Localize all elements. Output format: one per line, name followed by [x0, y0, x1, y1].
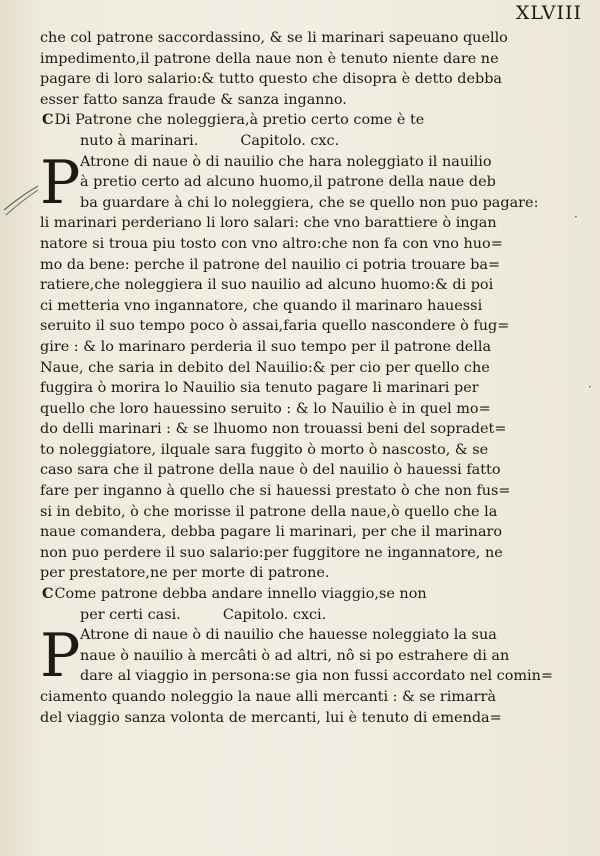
drop-cap: P	[40, 147, 81, 218]
text-line: ba guardare à chi lo noleggiera, che se quello non puo pagare:	[80, 194, 539, 211]
text-line: Atrone di naue ò di nauilio che hara noleggiato il nauilio	[80, 153, 492, 170]
text-line: naue comandera, debba pagare li marinari, per che il marinaro	[40, 524, 503, 541]
chapter-heading: CDi Patrone che noleggiera,à pretio certo come è te	[42, 111, 425, 129]
text-line: ciamento quando noleggio la naue alli mercanti : & se rimarrà	[40, 689, 496, 705]
text-line: quello che loro hauessino seruito : & lo Nauilio è in quel mo=	[40, 400, 491, 417]
text-line: che col patrone saccordassino, & se li marinari sapeuano quello	[40, 30, 508, 46]
text-line: ci metteria vno ingannatore, che quando il marinaro hauessi	[40, 297, 483, 314]
chapter-heading: per certi casi. Capitolo. cxci.	[80, 605, 560, 626]
chapter-heading: CCome patrone debba andare innello viaggio,se non	[42, 585, 427, 603]
text-line: mo da bene: perche il patrone del nauilio ci potria trouare ba=	[40, 256, 501, 273]
text-line: to noleggiatore, ilquale sara fuggito ò morto ò nascosto, & se	[40, 441, 489, 458]
text-line: caso sara che il patrone della naue ò del nauilio ò hauessi fatto	[40, 462, 501, 479]
text-line: esser fatto sanza fraude & sanza inganno.	[40, 91, 347, 108]
text-line: li marinari perderiano li loro salari: che vno barattiere ò ingan	[40, 215, 497, 232]
text-line: del viaggio sanza volonta de mercanti, lui è tenuto di emenda=	[40, 709, 502, 726]
text-line: dare al viaggio in persona:se gia non fussi accordato nel comin=	[80, 668, 553, 685]
text-line: seruito il suo tempo poco ò assai,faria quello nascondere ò fug=	[40, 318, 510, 335]
text-line: do delli marinari : & se lhuomo non trouassi beni del sopradet=	[40, 421, 507, 438]
chapter-heading: nuto à marinari. Capitolo. cxc.	[80, 131, 560, 152]
text-line: Atrone di naue ò di nauilio che hauesse noleggiato la sua	[80, 627, 497, 644]
text-line: si in debito, ò che morisse il patrone della naue,ò quello che la	[40, 503, 498, 520]
text-line: pagare di loro salario:& tutto questo che disopra è detto debba	[40, 71, 502, 88]
text-line: à pretio certo ad alcuno huomo,il patrone della naue deb	[80, 174, 496, 191]
text-line: ratiere,che noleggiera il suo nauilio ad alcuno huomo:& di poi	[40, 277, 494, 294]
drop-cap: P	[40, 621, 81, 692]
chapter-label: Capitolo. cxci.	[222, 606, 327, 623]
folio-number: XLVIII	[515, 2, 582, 24]
paragraph-mark-icon: C	[42, 585, 54, 603]
margin-dot: ·	[588, 380, 592, 394]
text-line: impedimento,il patrone della naue non è tenuto niente dare ne	[40, 50, 499, 67]
text-line: non puo perdere il suo salario:per fuggitore ne ingannatore, ne	[40, 544, 503, 561]
text-line: naue ò nauilio à mercâti ò ad altri, nô si po estrahere di an	[80, 647, 510, 664]
text-line: gire : & lo marinaro perderia il suo tempo per il patrone della	[40, 338, 492, 355]
pencil-margin-mark	[2, 184, 40, 218]
margin-dot: ·	[574, 210, 578, 224]
text-line: Naue, che saria in debito del Nauilio:& per cio per quello che	[40, 359, 490, 376]
paragraph-mark-icon: C	[42, 111, 54, 129]
body-text	[40, 28, 560, 728]
text-line: per prestatore,ne per morte di patrone.	[40, 565, 330, 582]
text-line: fuggira ò morira lo Nauilio sia tenuto pagare li marinari per	[40, 380, 479, 397]
text-line: fare per inganno à quello che si hauessi prestato ò che non fus=	[40, 483, 511, 500]
chapter-label: Capitolo. cxc.	[240, 132, 340, 149]
text-line: natore si troua piu tosto con vno altro:che non fa con vno huo=	[40, 235, 503, 252]
